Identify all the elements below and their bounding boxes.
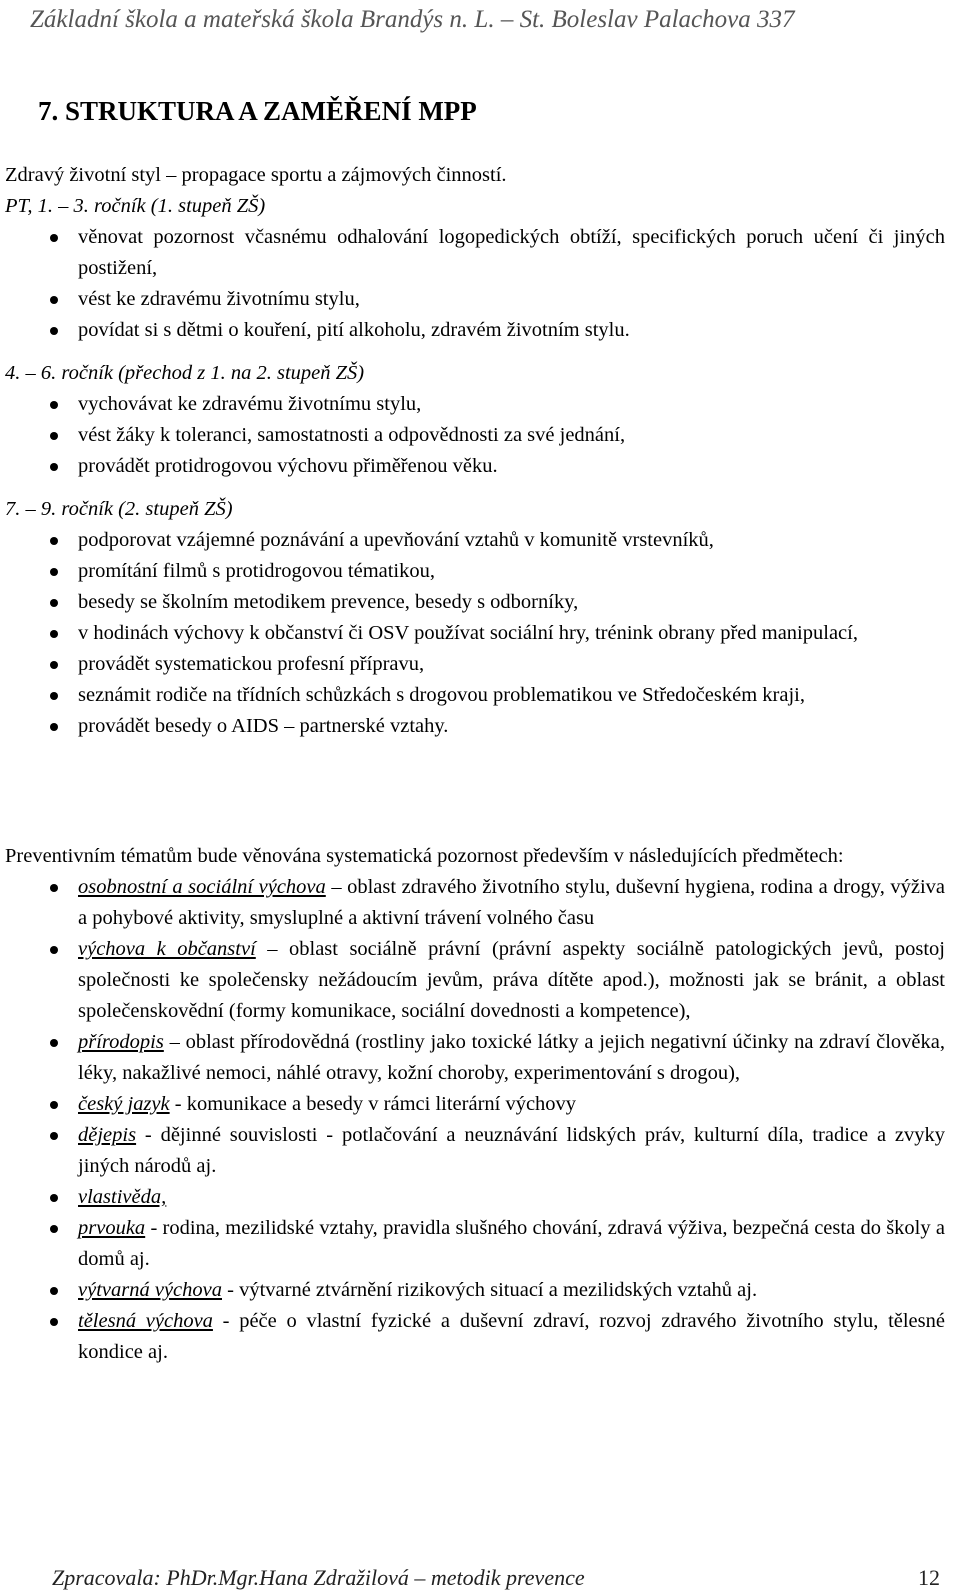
footer-author: Zpracovala: PhDr.Mgr.Hana Zdražilová – metodik prevence <box>52 1565 585 1590</box>
bullet-icon <box>50 327 58 335</box>
group-heading: 7. – 9. ročník (2. stupeň ZŠ) <box>5 498 233 520</box>
bullet-icon <box>50 884 58 892</box>
subject-item <box>5 1306 945 1368</box>
subject-item <box>5 1182 945 1213</box>
list-item: promítání filmů s protidrogovou tématikou, <box>5 556 945 587</box>
list-item: vychovávat ke zdravému životnímu stylu, <box>5 389 945 420</box>
group-heading: 4. – 6. ročník (přechod z 1. na 2. stupeň ZŠ) <box>5 362 365 384</box>
section-title: 7. STRUKTURA A ZAMĚŘENÍ MPP <box>38 96 477 126</box>
list-item: provádět besedy o AIDS – partnerské vztahy. <box>5 711 945 742</box>
bullet-icon <box>50 1101 58 1109</box>
subject-item <box>5 1275 945 1306</box>
list-item: provádět systematickou profesní přípravu, <box>5 649 945 680</box>
subject-item <box>5 1213 945 1275</box>
group-list <box>5 222 945 346</box>
bullet-icon <box>50 537 58 545</box>
subject-name: vlastivěda, <box>78 1186 167 1208</box>
list-item: seznámit rodiče na třídních schůzkách s drogovou problematikou ve Středočeském kraji, <box>5 680 945 711</box>
list-item: povídat si s dětmi o kouření, pití alkoholu, zdravém životním stylu. <box>5 315 945 346</box>
bullet-icon <box>50 723 58 731</box>
list-item: podporovat vzájemné poznávání a upevňování vztahů v komunitě vrstevníků, <box>5 525 945 556</box>
subject-text: – oblast zdravého životního stylu, duševní hygiena, rodina a drogy, výživa a pohybové aktivity, smysluplné a aktivní trávení volného času <box>78 876 946 929</box>
list-item: besedy se školním metodikem prevence, besedy s odborníky, <box>5 587 945 618</box>
subject-item <box>5 872 945 934</box>
bullet-icon <box>50 661 58 669</box>
bullet-icon <box>50 692 58 700</box>
page-footer <box>52 1565 940 1591</box>
group-list <box>5 525 945 742</box>
list-item: v hodinách výchovy k občanství či OSV používat sociální hry, trénink obrany před manipulací, <box>5 618 945 649</box>
bullet-icon <box>50 296 58 304</box>
list-item: vést ke zdravému životnímu stylu, <box>5 284 945 315</box>
bullet-icon <box>50 401 58 409</box>
subject-name: výchova k občanství <box>78 938 256 960</box>
preventive-section <box>5 841 945 1368</box>
bullet-icon <box>50 599 58 607</box>
bullet-icon <box>50 946 58 954</box>
subject-list <box>5 872 945 1368</box>
subject-text: - výtvarné ztvárnění rizikových situací a mezilidských vztahů aj. <box>222 1279 758 1301</box>
list-item: vést žáky k toleranci, samostatnosti a odpovědnosti za své jednání, <box>5 420 945 451</box>
group-list <box>5 389 945 482</box>
programme-section <box>5 160 945 742</box>
list-item: provádět protidrogovou výchovu přiměřenou věku. <box>5 451 945 482</box>
group-heading: PT, 1. – 3. ročník (1. stupeň ZŠ) <box>5 195 266 217</box>
subject-text: - péče o vlastní fyzické a duševní zdraví, rozvoj zdravého životního stylu, tělesné kondice aj. <box>78 1310 945 1363</box>
page-header: Základní škola a mateřská škola Brandýs n. L. – St. Boleslav Palachova 337 <box>30 6 795 33</box>
bullet-icon <box>50 463 58 471</box>
subject-text: – oblast přírodovědná (rostliny jako toxické látky a jejich negativní účinky na zdraví člověka, léky, nakažlivé nemoci, náhlé otravy, kožní choroby, experimentování s drogou), <box>78 1031 945 1084</box>
subject-name: tělesná výchova <box>78 1310 213 1332</box>
subject-item <box>5 934 945 1027</box>
subject-text: - komunikace a besedy v rámci literární výchovy <box>169 1093 577 1115</box>
list-item: věnovat pozornost včasnému odhalování logopedických obtíží, specifických poruch učení či jiných postižení, <box>5 222 945 284</box>
bullet-icon <box>50 1318 58 1326</box>
bullet-icon <box>50 234 58 242</box>
subject-item <box>5 1089 945 1120</box>
bullet-icon <box>50 630 58 638</box>
subject-item <box>5 1120 945 1182</box>
bullet-icon <box>50 432 58 440</box>
bullet-icon <box>50 1132 58 1140</box>
subject-text: - dějinné souvislosti - potlačování a neuznávání lidských práv, kulturní díla, tradice a zvyky jiných národů aj. <box>78 1124 945 1177</box>
bullet-icon <box>50 1194 58 1202</box>
bullet-icon <box>50 568 58 576</box>
intro-text: Zdravý životní styl – propagace sportu a zájmových činností. <box>5 164 507 186</box>
page-number: 12 <box>918 1565 940 1590</box>
subject-name: český jazyk <box>78 1093 170 1115</box>
subject-name: výtvarná výchova <box>78 1279 222 1301</box>
bullet-icon <box>50 1287 58 1295</box>
subject-name: prvouka <box>78 1217 146 1239</box>
subject-text: - rodina, mezilidské vztahy, pravidla slušného chování, zdravá výživa, bezpečná cesta do školy a domů aj. <box>78 1217 945 1270</box>
bullet-icon <box>50 1225 58 1233</box>
subject-name: dějepis <box>78 1124 137 1146</box>
subject-name: osobnostní a sociální výchova <box>78 876 326 898</box>
preventive-lead: Preventivním tématům bude věnována systematická pozornost především v následujících předmětech: <box>5 845 844 867</box>
bullet-icon <box>50 1039 58 1047</box>
subject-name: přírodopis <box>78 1031 164 1053</box>
subject-item <box>5 1027 945 1089</box>
subject-text: – oblast sociálně právní (právní aspekty sociálně patologických jevů, postoj společnosti ke společensky nežádoucím jevům, práva dítěte apod.), možnosti jak se bránit, a oblast společenskovědní (formy komunikace, sociální dovednosti a kompetence), <box>78 938 945 1022</box>
